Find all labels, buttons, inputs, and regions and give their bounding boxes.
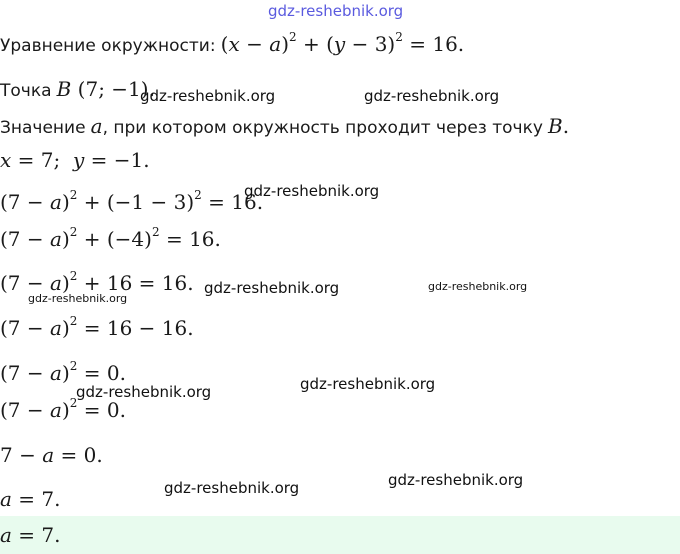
point-line [0,77,155,101]
step-2: $(7 - a)^2 + (-4)^2 = 16$. [0,225,221,251]
step-6: $(7 - a)^2 = 0$. [0,396,126,422]
value-text-1: Значение [0,118,86,138]
step-1: $(7 - a)^2 + (-1 - 3)^2 = 16$. [0,188,264,214]
step-4: $(7 - a)^2 = 16 - 16$. [0,314,194,340]
value-var: a [90,114,103,138]
point-math: B (7; −1). [56,77,155,101]
step-5: $(7 - a)^2 = 0$. [0,359,126,385]
equation-math: $(x - a)^2 + (y - 3)^2 = 16$. [220,30,465,56]
value-point: B. [548,114,570,138]
point-label: Точка [0,81,52,101]
watermark: gdz-reshebnik.org [428,280,528,293]
watermark: gdz-reshebnik.org [76,383,212,401]
equation-line [0,32,464,56]
watermark: gdz-reshebnik.org [244,182,380,200]
value-text-2: , при котором окружность проходит через точку [102,118,543,138]
equation-label: Уравнение окружности: [0,36,216,56]
watermark: gdz-reshebnik.org [140,87,276,105]
value-line [0,114,569,138]
watermark: gdz-reshebnik.org [204,279,340,297]
watermark: gdz-reshebnik.org [164,479,300,497]
answer-line: a = 7. [0,523,61,547]
step-8: a = 7. [0,487,61,511]
answer-highlight [0,516,680,554]
watermark: gdz-reshebnik.org [300,375,436,393]
step-3: $(7 - a)^2 + 16 = 16$. [0,269,194,295]
watermark: gdz-reshebnik.org [364,87,500,105]
xy-line: x = 7; y = −1. [0,148,150,172]
watermark: gdz-reshebnik.org [388,471,524,489]
step-7: 7 − a = 0. [0,443,103,467]
watermark: gdz-reshebnik.org [28,292,128,305]
header-watermark: gdz-reshebnik.org [268,2,404,20]
